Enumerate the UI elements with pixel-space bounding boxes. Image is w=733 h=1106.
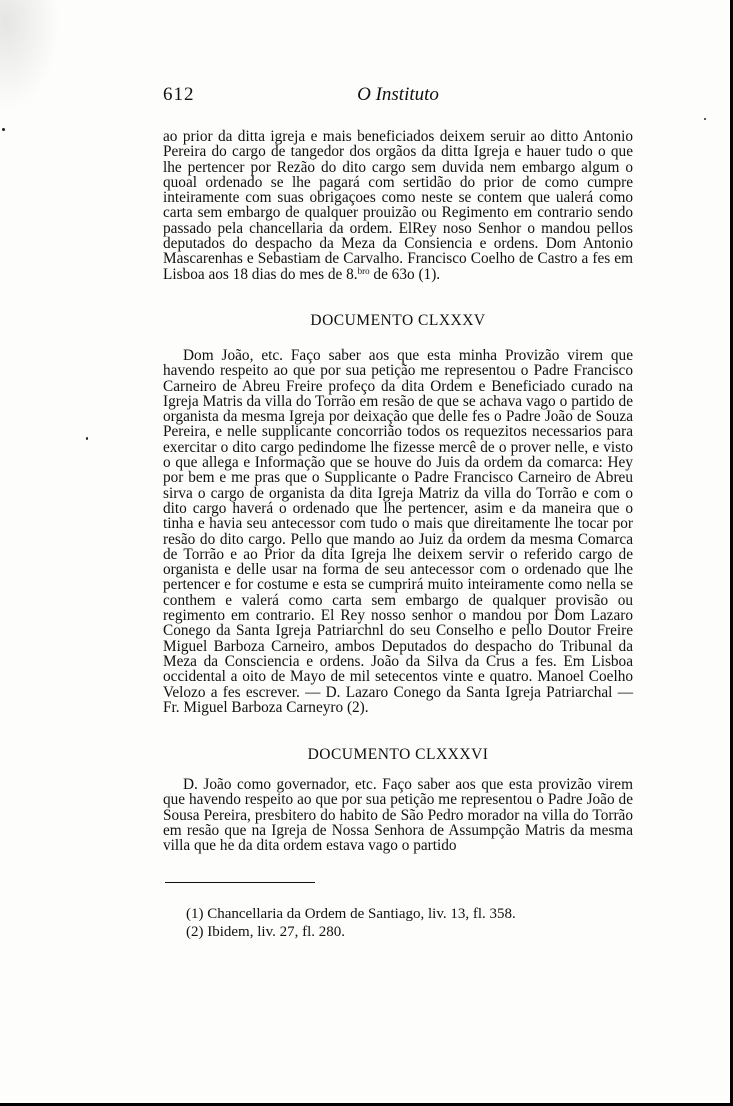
scan-speck: [704, 118, 706, 120]
document-body: [163, 348, 633, 715]
scan-speck: [86, 437, 88, 440]
footnote-divider: [165, 882, 315, 883]
document-paragraph: D. João como governador, etc. Faço saber aos que esta provizão virem que havendo respeito ao que por sua petição me representou o Padre João de Sousa Pereira, presbitero do habito de São Pedro morador na villa do Torrão em resão que na Igreja de Nossa Senhora de Assumpção Matris da mesma villa que he da dita ordem estava vago o partido: [163, 776, 633, 855]
document-heading: DOCUMENTO CLXXXVI: [307, 746, 489, 763]
footnote: (1) Chancellaria da Ordem de Santiago, liv. 13, fl. 358.: [186, 906, 516, 922]
scan-edge-shading: [0, 0, 60, 110]
scan-speck: [2, 128, 5, 131]
superscript-abbreviation: bro: [357, 265, 370, 276]
continued-paragraph-end: de 63o (1).: [369, 265, 441, 283]
document-body: [163, 777, 633, 853]
continued-paragraph: [163, 129, 633, 282]
running-title: O Instituto: [357, 84, 439, 105]
document-heading: DOCUMENTO CLXXXV: [310, 312, 486, 329]
footnotes: [186, 905, 616, 941]
footnote: (2) Ibidem, liv. 27, fl. 280.: [186, 924, 346, 940]
document-paragraph: Dom João, etc. Faço saber aos que esta minha Provizão virem que havendo respeito ao que por sua petição me representou o Padre Francisco Carneiro de Abreu Freire profeço da dita Ordem e Beneficiado curado na Igreja Matris da villa do Torrão em resão de que se achava vago o partido de organista da mesma Igreja por deixação que delle fes o Padre João de Souza Pereira, e nelle supplicante concorrião todos os requezitos necessarios para exercitar o dito cargo pedindome lhe fizesse mercê de o prover nelle, e visto o que allega e Informação que se houve do Juis da ordem da comarca: Hey por bem e me pras que o Supplicante o Padre Francisco Carneiro de Abreu sirva o cargo de organista da dita Igreja Matriz da villa do Torrão e com o dito cargo haverá o ordenado que lhe pertencer, asim e da maneira que o tinha e havia seu antecessor com tudo o mais que direitamente lhe tocar por resão do dito cargo. Pello que mando ao Juiz da ordem da mesma Comarca de Torrão e ao Prior da dita Igreja lhe deixem servir o referido cargo de organista e delle usar na forma de seu antecessor com o ordenado que lhe pertencer e for costume e esta se cumprirá muito inteiramente como nella se conthem e valerá como carta sem embargo de qualquer provisão ou regimento em contrario. El Rey nosso senhor o mandou por Dom Lazaro Conego da Santa Igreja Patriarchnl do seu Conselho e pello Doutor Freire Miguel Barboza Carneiro, ambos Deputados do despacho do Tribunal da Meza da Consciencia e ordens. João da Silva da Crus a fes. Em Lisboa occidental a oito de Mayo de mil setecentos vinte e quatro. Manoel Coelho Velozo a fes escrever. — D. Lazaro Conego da Santa Igreja Patriarchal — Fr. Miguel Barboza Carneyro (2).: [163, 347, 633, 716]
page-number: 612: [163, 84, 195, 105]
continued-paragraph-text: ao prior da ditta igreja e mais beneficiados deixem seruir ao ditto Antonio Pereira do cargo de tangedor dos orgãos da ditta Igreja e hauer tudo o que lhe pertencer por Rezão do dito cargo sem duvida nem embargo algum o quoal ordenado se lhe pagará com sertidão do prior de como cumpre inteiramente com suas obrigaçoes como neste se contem que ualerá como carta sem embargo de qualquer prouizão ou Regimento em contrario sendo passado pela chancellaria da ordem. ElRey noso Senhor o mandou pellos deputados do despacho da Meza da Consiencia e ordens. Dom Antonio Mascarenhas e Sebastiam de Carvalho. Francisco Coelho de Castro a fes em Lisboa aos 18 dias do mes de 8.: [163, 128, 633, 283]
running-head: [163, 84, 633, 108]
